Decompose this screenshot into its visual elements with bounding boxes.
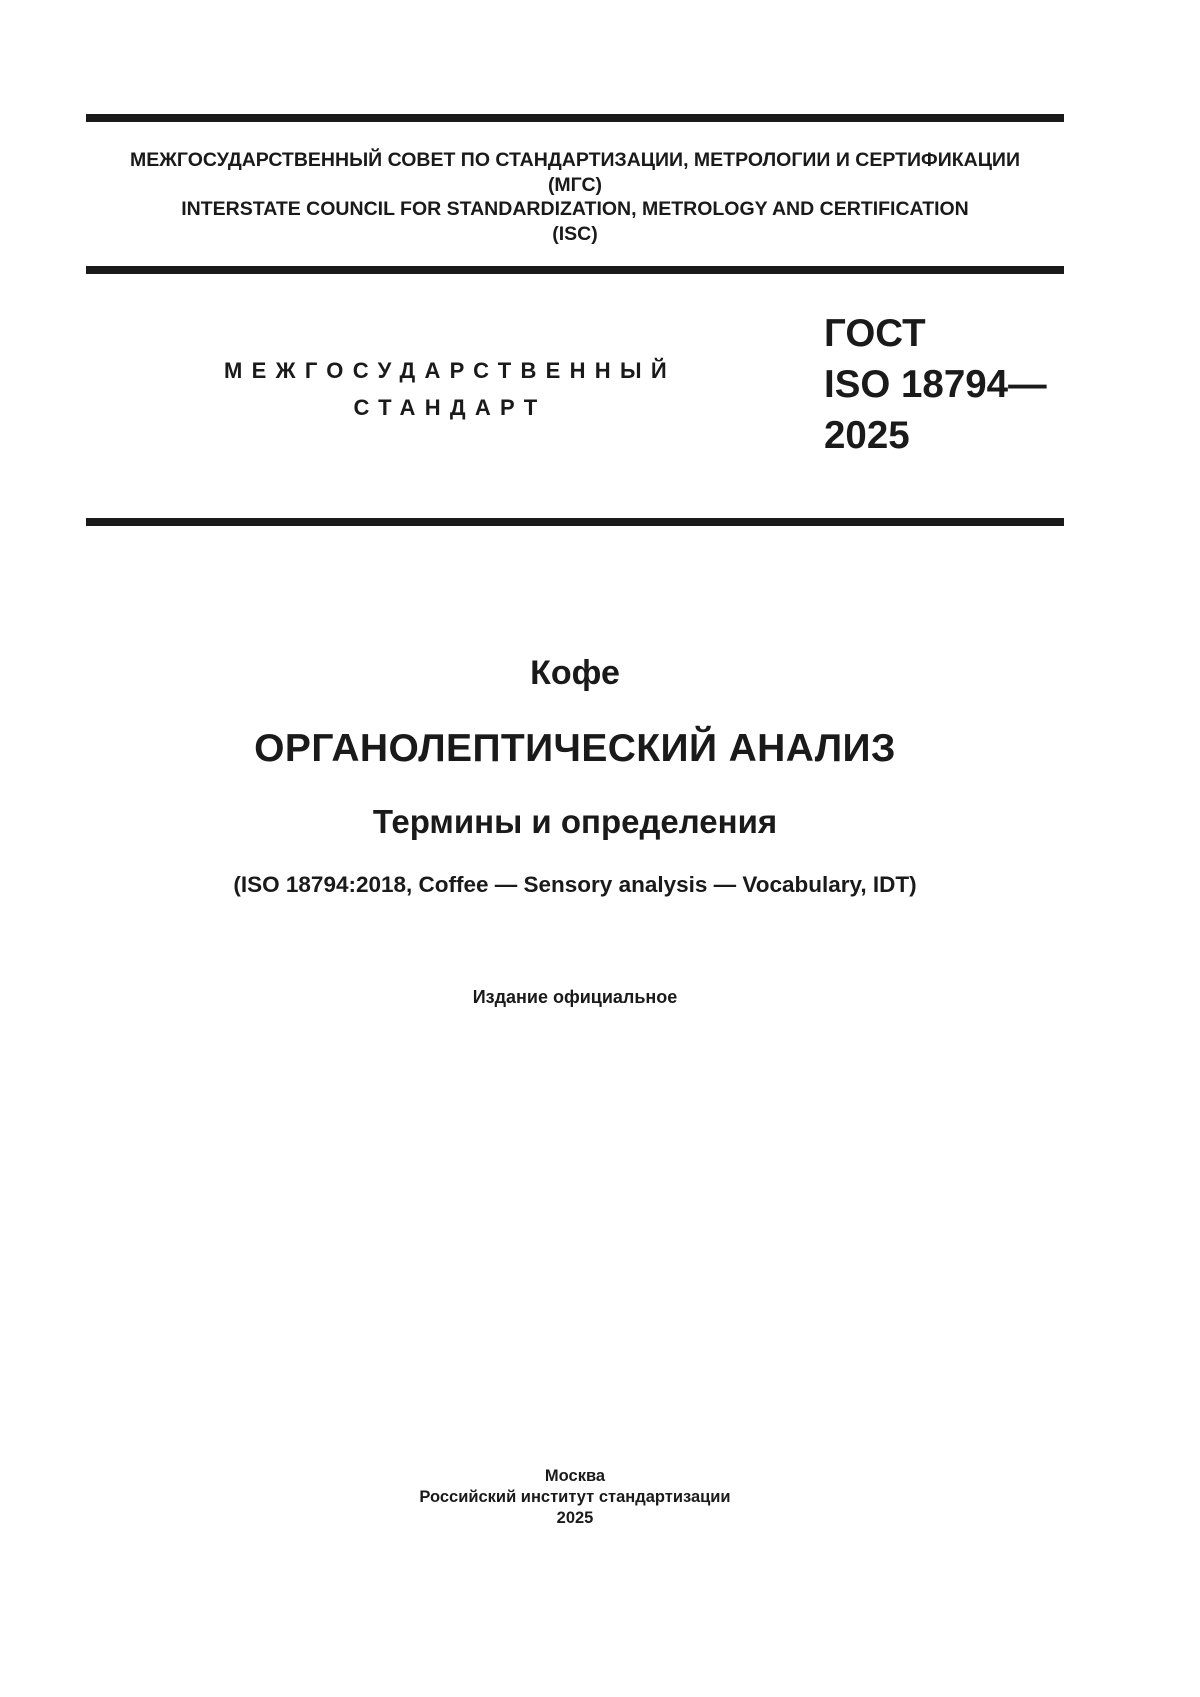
standard-type xyxy=(190,352,710,426)
standard-number-line3: 2025 xyxy=(824,414,910,457)
middle-rule xyxy=(86,266,1064,274)
bottom-rule xyxy=(86,518,1064,526)
standard-number-line1: ГОСТ xyxy=(824,312,926,355)
top-rule xyxy=(86,114,1064,122)
standard-type-line1: МЕЖГОСУДАРСТВЕННЫЙ xyxy=(224,358,676,383)
title-main: ОРГАНОЛЕПТИЧЕСКИЙ АНАЛИЗ xyxy=(254,727,896,770)
standard-type-line2: СТАНДАРТ xyxy=(353,395,547,420)
title-subtitle: Термины и определения xyxy=(372,803,778,840)
title-reference: (ISO 18794:2018, Coffee — Sensory analysis — Vocabulary, IDT) xyxy=(233,872,917,897)
council-abbr-en: (ISC) xyxy=(552,222,598,245)
imprint xyxy=(86,1466,1064,1529)
council-name-ru: МЕЖГОСУДАРСТВЕННЫЙ СОВЕТ ПО СТАНДАРТИЗАЦИИ, МЕТРОЛОГИИ И СЕРТИФИКАЦИИ xyxy=(130,149,1020,171)
council-name-en: INTERSTATE COUNCIL FOR STANDARDIZATION, METROLOGY AND CERTIFICATION xyxy=(181,198,969,220)
imprint-city: Москва xyxy=(544,1467,606,1485)
imprint-year: 2025 xyxy=(556,1509,594,1527)
imprint-publisher: Российский институт стандартизации xyxy=(419,1488,731,1506)
standard-number-line2: ISO 18794— xyxy=(824,363,1047,406)
standard-number xyxy=(824,308,1047,461)
council-header xyxy=(86,148,1064,246)
edition-note: Издание официальное xyxy=(472,987,678,1007)
council-abbr-ru: (МГС) xyxy=(547,173,603,196)
title-subject: Кофе xyxy=(530,654,620,692)
